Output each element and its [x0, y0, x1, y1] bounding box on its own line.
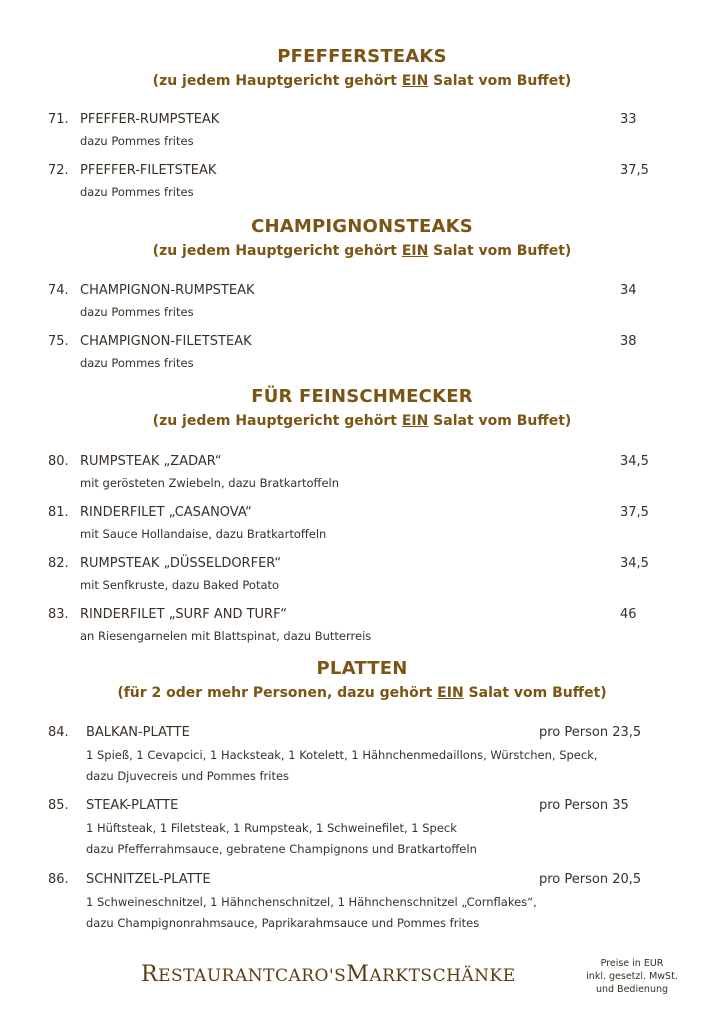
section-subtitle: (zu jedem Hauptgericht gehört EIN Salat vom Buffet) [152, 413, 572, 429]
item-description: dazu Pommes frites [80, 134, 194, 148]
item-number: 85. [48, 798, 69, 813]
item-name: RUMPSTEAK „DÜSSELDORFER“ [80, 556, 282, 571]
section-title: FÜR FEINSCHMECKER [251, 386, 473, 407]
section-title: PFEFFERSTEAKS [277, 46, 447, 67]
item-number: 86. [48, 872, 69, 887]
section-header-pfeffersteaks [0, 46, 724, 91]
item-description: dazu Pommes frites [80, 305, 194, 319]
item-price: 46 [620, 607, 637, 622]
item-name: PFEFFER-FILETSTEAK [80, 163, 217, 178]
item-number: 71. [48, 112, 69, 127]
item-description: dazu Pommes frites [80, 185, 194, 199]
item-description: mit Senfkruste, dazu Baked Potato [80, 578, 280, 592]
section-header-champignonsteaks [0, 216, 724, 261]
section-subtitle: (für 2 oder mehr Personen, dazu gehört EIN Salat vom Buffet) [117, 685, 607, 701]
section-header-feinschmecker [0, 386, 724, 431]
item-price: pro Person 23,5 [539, 725, 642, 740]
section-subtitle: (zu jedem Hauptgericht gehört EIN Salat vom Buffet) [152, 73, 572, 89]
item-price: 37,5 [620, 163, 649, 178]
section-header-platten [0, 658, 724, 703]
item-number: 75. [48, 334, 69, 349]
item-name: RINDERFILET „CASANOVA“ [80, 505, 252, 520]
item-number: 72. [48, 163, 69, 178]
item-number: 83. [48, 607, 69, 622]
item-number: 81. [48, 505, 69, 520]
item-description: 1 Hüftsteak, 1 Filetsteak, 1 Rumpsteak, 1 Schweinefilet, 1 Speck dazu Pfefferrahmsauce, gebratene Champignons und Bratkartoffeln [86, 821, 477, 856]
item-price: pro Person 20,5 [539, 872, 642, 887]
price-note: Preise in EUR inkl. gesetzl. MwSt. und Bedienung [586, 958, 678, 995]
section-subtitle: (zu jedem Hauptgericht gehört EIN Salat vom Buffet) [152, 243, 572, 259]
item-description: mit gerösteten Zwiebeln, dazu Bratkartoffeln [80, 476, 340, 490]
item-price: 34 [620, 283, 637, 298]
item-name: STEAK-PLATTE [86, 798, 179, 813]
item-name: CHAMPIGNON-RUMPSTEAK [80, 283, 255, 298]
item-number: 80. [48, 454, 69, 469]
section-title: PLATTEN [316, 658, 408, 679]
item-description: dazu Pommes frites [80, 356, 194, 370]
item-price: pro Person 35 [539, 798, 629, 813]
item-number: 84. [48, 725, 69, 740]
item-name: SCHNITZEL-PLATTE [86, 872, 211, 887]
item-price: 34,5 [620, 454, 649, 469]
item-number: 82. [48, 556, 69, 571]
item-number: 74. [48, 283, 69, 298]
item-name: CHAMPIGNON-FILETSTEAK [80, 334, 252, 349]
restaurant-logo: RESTAURANTCARO'SMARKTSCHÄNKE [141, 962, 516, 987]
item-price: 33 [620, 112, 637, 127]
item-price: 34,5 [620, 556, 649, 571]
item-description: an Riesengarnelen mit Blattspinat, dazu Butterreis [80, 629, 372, 643]
item-description: 1 Spieß, 1 Cevapcici, 1 Hacksteak, 1 Kotelett, 1 Hähnchenmedaillons, Würstchen, Speck, dazu Djuvecreis und Pommes frites [86, 748, 598, 783]
item-name: BALKAN-PLATTE [86, 725, 190, 740]
item-name: PFEFFER-RUMPSTEAK [80, 112, 220, 127]
item-description: 1 Schweineschnitzel, 1 Hähnchenschnitzel, 1 Hähnchenschnitzel „Cornflakes“, dazu Champignonrahmsauce, Paprikarahmsauce und Pommes frites [86, 895, 537, 930]
item-description: mit Sauce Hollandaise, dazu Bratkartoffeln [80, 527, 327, 541]
item-price: 38 [620, 334, 637, 349]
item-price: 37,5 [620, 505, 649, 520]
item-name: RUMPSTEAK „ZADAR“ [80, 454, 222, 469]
section-title: CHAMPIGNONSTEAKS [251, 216, 473, 237]
item-name: RINDERFILET „SURF AND TURF“ [80, 607, 288, 622]
